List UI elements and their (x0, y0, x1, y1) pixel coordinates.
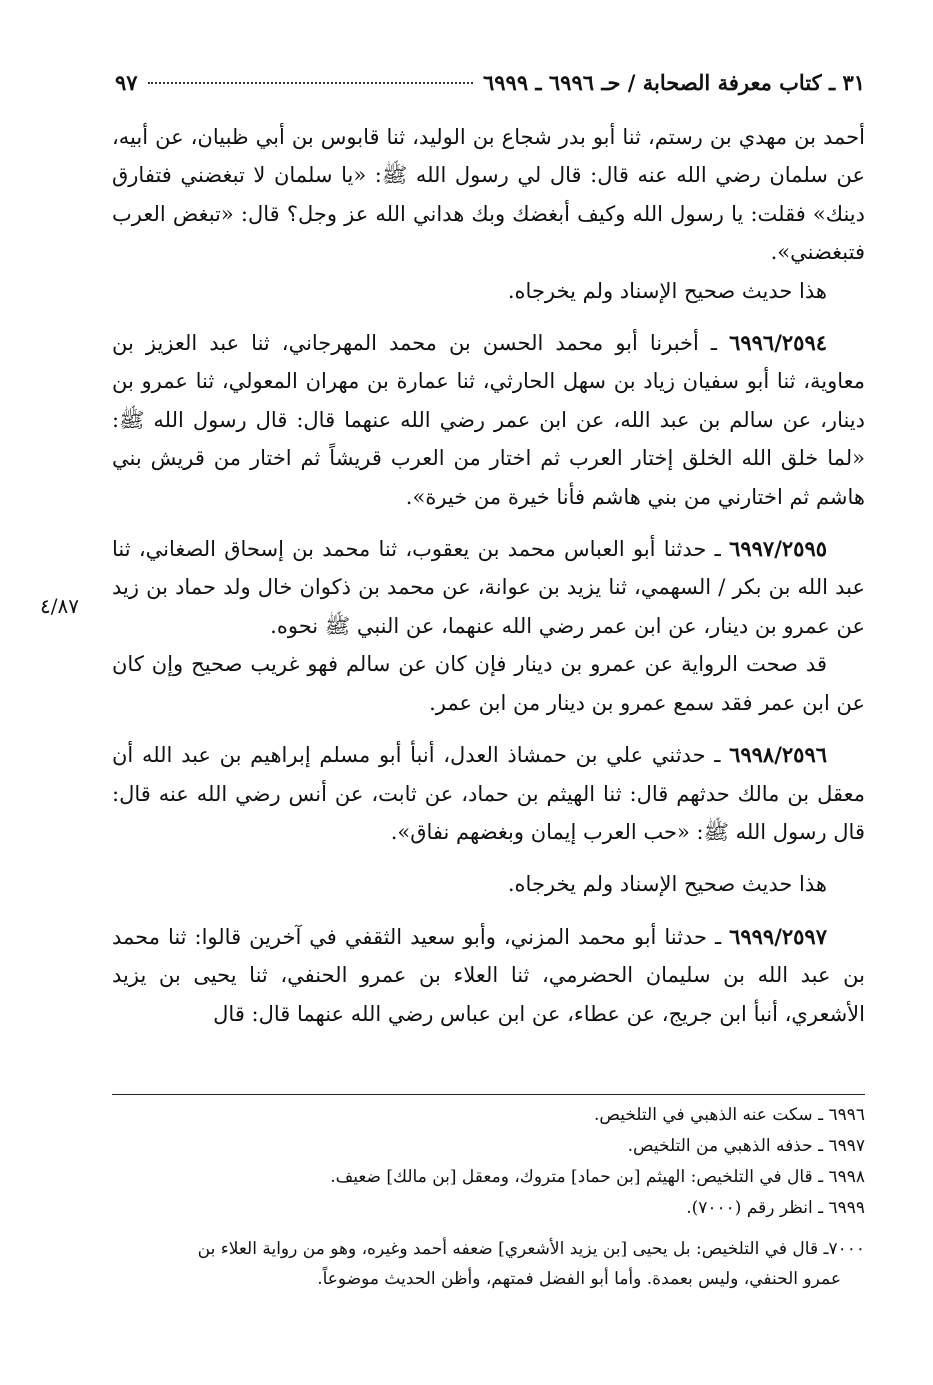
hadith-number: ٦٩٩٨/٢٥٩٦ (729, 742, 827, 768)
hadith-text: ـ حدثني علي بن حمشاذ العدل، أنبأ أبو مسلم إبراهيم بن عبد الله أن معقل بن مالك حدثهم قال: ثنا الهيثم بن حماد، عن ثابت، عن أنس رضي الله عنه قال: قال رسول الله ﷺ: «حب العرب إيمان وبغضهم نفاق». (112, 743, 865, 844)
footnote-6999: ٦٩٩٩ ـ انظر رقم (٧٠٠٠). (686, 1198, 865, 1218)
dotted-leader (148, 82, 473, 84)
margin-reference: ٤/٨٧ (40, 594, 79, 618)
footnote-6996: ٦٩٩٦ ـ سكت عنه الذهبي في التلخيص. (593, 1105, 865, 1125)
hadith-6996 (112, 324, 865, 516)
hadith-6998 (112, 736, 865, 851)
footnotes (112, 1100, 865, 1294)
hadith-text: ـ أخبرنا أبو محمد الحسن بن محمد المهرجاني، ثنا عبد العزيز بن معاوية، ثنا أبو سفيان زياد بن سهل الحارثي، ثنا عمارة بن مهران المعولي، ثنا عمرو بن دينار، عن سالم بن عبد الله، عن ابن عمر رضي الله عنهما قال: قال رسول الله ﷺ: «لما خلق الله الخلق إختار العرب ثم اختار من العرب قريشاً ثم اختار من قريش بني هاشم ثم اختارني من بني هاشم فأنا خيرة من خيرة». (112, 331, 865, 509)
hadith-number: ٦٩٩٦/٢٥٩٤ (729, 330, 827, 356)
authenticity-note: هذا حديث صحيح الإسناد ولم يخرجاه. (507, 278, 827, 303)
hadith-number: ٦٩٩٧/٢٥٩٥ (729, 536, 827, 562)
footnote-line: ٧٠٠٠ـ قال في التلخيص: بل يحيى [بن يزيد الأشعري] ضعفه أحمد وغيره، وهو من رواية العلاء بن (197, 1239, 865, 1259)
authenticity-note: هذا حديث صحيح الإسناد ولم يخرجاه. (507, 872, 827, 897)
running-header (115, 70, 865, 102)
authenticity-note: قد صحت الرواية عن عمرو بن دينار فإن كان عن سالم فهو غريب صحيح وإن كان عن ابن عمر فقد سمع عمرو بن دينار من ابن عمر. (112, 652, 865, 715)
hadith-number: ٦٩٩٩/٢٥٩٧ (729, 923, 827, 949)
footnote-line: عمرو الحنفي، وليس بعمدة. وأما أبو الفضل فمتهم، وأظن الحديث موضوعاً. (317, 1269, 841, 1289)
hadith-continuation: أحمد بن مهدي بن رستم، ثنا أبو بدر شجاع بن الوليد، ثنا قابوس بن أبي ظبيان، عن أبيه، عن سلمان رضي الله عنه قال: قال لي رسول الله ﷺ: «يا سلمان لا تبغضني فتفارق دينك» فقلت: يا رسول الله وكيف أبغضك وبك هداني الله عز وجل؟ قال: «تبغض العرب فتبغضني». (112, 125, 865, 265)
hadith-text: ـ حدثنا أبو محمد المزني، وأبو سعيد الثقفي في آخرين قالوا: ثنا محمد بن عبد الله بن سليمان الحضرمي، ثنا العلاء بن عمرو الحنفي، ثنا يحيى بن يزيد الأشعري، أنبأ ابن جريج، عن عطاء، عن ابن عباس رضي الله عنهما قال: قال (112, 924, 865, 1026)
hadith-6999 (112, 918, 865, 1033)
main-text (112, 118, 865, 1033)
hadith-6997 (112, 530, 865, 645)
footnote-7000 (112, 1234, 865, 1294)
hadith-text: ـ حدثنا أبو العباس محمد بن يعقوب، ثنا محمد بن إسحاق الصغاني، ثنا عبد الله بن بكر / السهمي، ثنا يزيد بن عوانة، عن محمد بن ذكوان خال ولد حماد بن زيد عن عمرو بن دينار، عن ابن عمر رضي الله عنهما، عن النبي ﷺ نحوه. (112, 537, 865, 638)
footnote-6998: ٦٩٩٨ ـ قال في التلخيص: الهيثم [بن حماد] متروك، ومعقل [بن مالك] ضعيف. (330, 1167, 865, 1187)
page-number: ٩٧ (115, 70, 138, 95)
chapter-title: ٣١ ـ كتاب معرفة الصحابة / حـ ٦٩٩٦ ـ ٦٩٩٩ (483, 70, 865, 95)
footnote-6997: ٦٩٩٧ ـ حذفه الذهبي من التلخيص. (627, 1136, 865, 1156)
footnote-divider (112, 1094, 865, 1095)
